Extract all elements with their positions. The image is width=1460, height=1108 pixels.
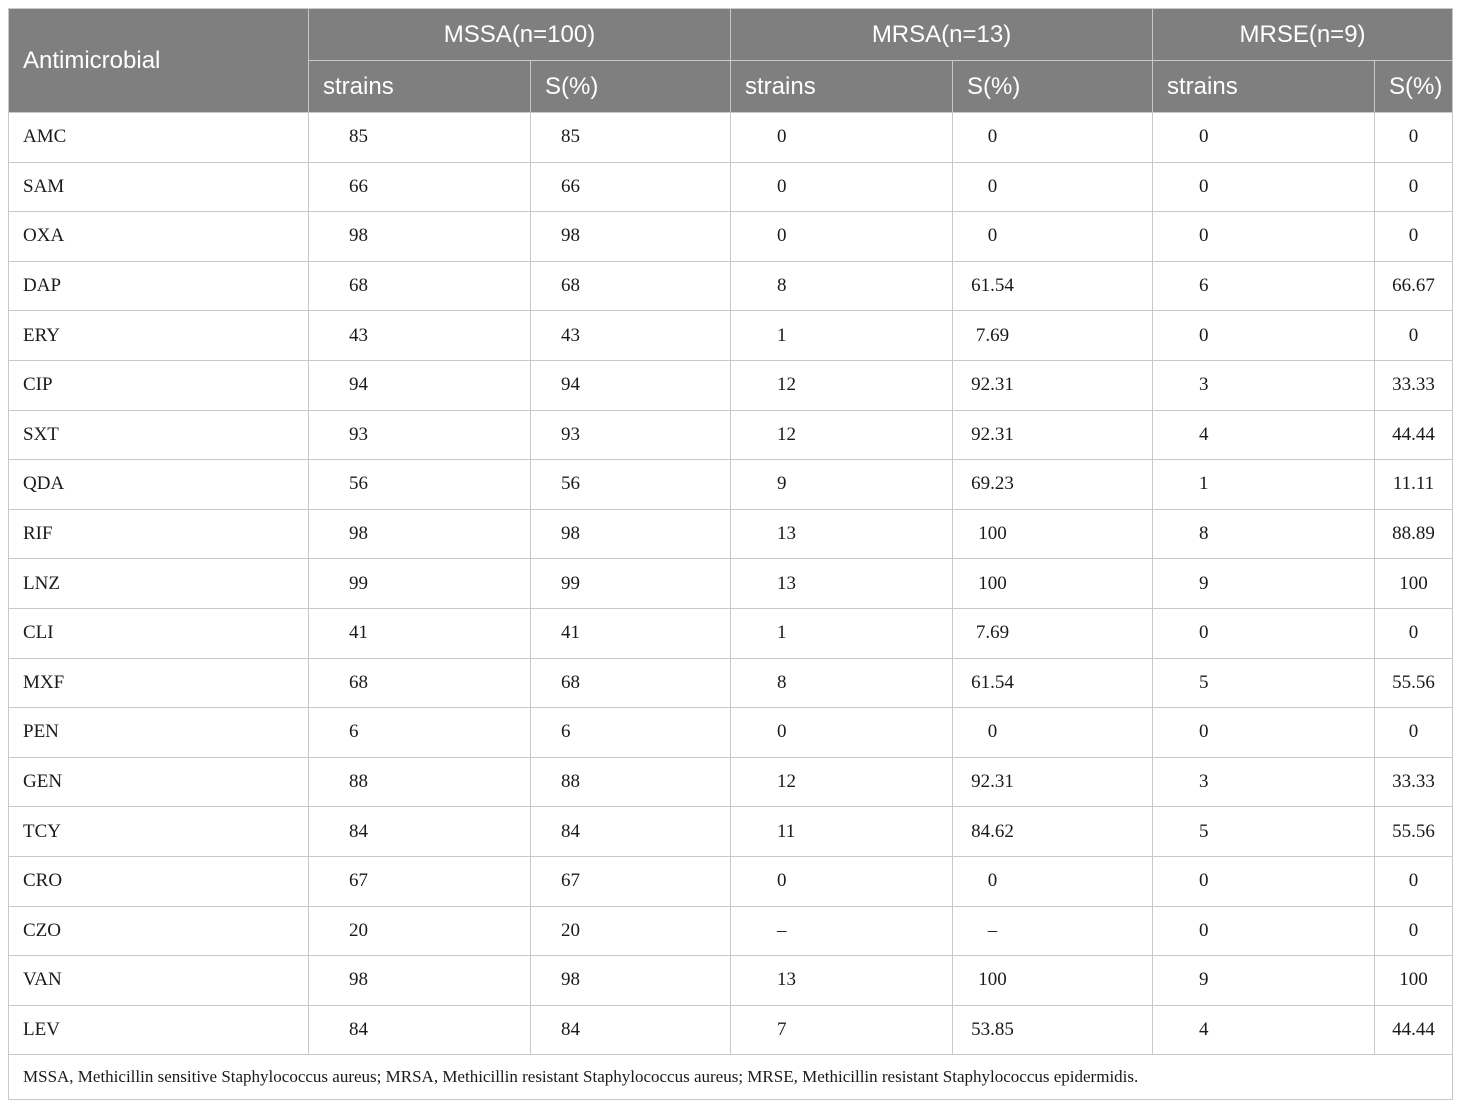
- cell-mrse-strains: 5: [1153, 658, 1375, 708]
- cell-mrse-pct: 100: [1375, 956, 1453, 1006]
- header-mssa-strains: strains: [309, 61, 531, 113]
- cell-mrsa-strains: 1: [731, 311, 953, 361]
- cell-mrsa-pct: 92.31: [953, 757, 1153, 807]
- antimicrobial-name: ERY: [9, 311, 309, 361]
- antimicrobial-name: OXA: [9, 212, 309, 262]
- cell-mssa-strains: 43: [309, 311, 531, 361]
- header-mrsa-strains: strains: [731, 61, 953, 113]
- antimicrobial-name: CRO: [9, 856, 309, 906]
- antimicrobial-name: GEN: [9, 757, 309, 807]
- cell-mssa-pct: 68: [531, 261, 731, 311]
- cell-mssa-strains: 88: [309, 757, 531, 807]
- table-row: [9, 410, 1453, 460]
- cell-mrse-strains: 3: [1153, 757, 1375, 807]
- cell-mrsa-strains: 0: [731, 113, 953, 163]
- header-mrsa-pct: S(%): [953, 61, 1153, 113]
- cell-mssa-strains: 84: [309, 807, 531, 857]
- cell-mrsa-strains: –: [731, 906, 953, 956]
- cell-mssa-pct: 88: [531, 757, 731, 807]
- cell-mrse-pct: 0: [1375, 113, 1453, 163]
- cell-mrse-strains: 1: [1153, 460, 1375, 510]
- cell-mrsa-strains: 12: [731, 757, 953, 807]
- cell-mrse-pct: 0: [1375, 856, 1453, 906]
- cell-mrsa-pct: 0: [953, 856, 1153, 906]
- cell-mssa-pct: 84: [531, 807, 731, 857]
- table-row: [9, 608, 1453, 658]
- table-row: [9, 460, 1453, 510]
- cell-mrse-strains: 9: [1153, 559, 1375, 609]
- cell-mssa-strains: 98: [309, 956, 531, 1006]
- cell-mrse-pct: 88.89: [1375, 509, 1453, 559]
- cell-mssa-strains: 68: [309, 261, 531, 311]
- antimicrobial-name: RIF: [9, 509, 309, 559]
- header-antimicrobial: Antimicrobial: [9, 9, 309, 113]
- table-header: [9, 9, 1453, 113]
- cell-mrse-strains: 0: [1153, 113, 1375, 163]
- header-mrse-strains: strains: [1153, 61, 1375, 113]
- cell-mrse-strains: 0: [1153, 906, 1375, 956]
- cell-mssa-pct: 93: [531, 410, 731, 460]
- cell-mrsa-strains: 13: [731, 559, 953, 609]
- cell-mrsa-strains: 11: [731, 807, 953, 857]
- cell-mrsa-pct: 92.31: [953, 410, 1153, 460]
- cell-mrsa-strains: 8: [731, 261, 953, 311]
- cell-mrsa-strains: 0: [731, 708, 953, 758]
- table-row: [9, 261, 1453, 311]
- cell-mrsa-pct: 84.62: [953, 807, 1153, 857]
- cell-mrse-pct: 0: [1375, 162, 1453, 212]
- cell-mssa-pct: 67: [531, 856, 731, 906]
- table-row: [9, 113, 1453, 163]
- cell-mssa-strains: 98: [309, 509, 531, 559]
- antimicrobial-name: SAM: [9, 162, 309, 212]
- table-row: [9, 1005, 1453, 1055]
- cell-mrse-strains: 0: [1153, 311, 1375, 361]
- cell-mrsa-pct: 61.54: [953, 261, 1153, 311]
- cell-mrsa-strains: 1: [731, 608, 953, 658]
- cell-mrsa-pct: 100: [953, 956, 1153, 1006]
- cell-mrse-strains: 0: [1153, 162, 1375, 212]
- cell-mrse-strains: 9: [1153, 956, 1375, 1006]
- cell-mssa-pct: 98: [531, 956, 731, 1006]
- cell-mrsa-strains: 7: [731, 1005, 953, 1055]
- cell-mrse-strains: 0: [1153, 608, 1375, 658]
- cell-mrse-pct: 0: [1375, 708, 1453, 758]
- cell-mrse-strains: 0: [1153, 856, 1375, 906]
- cell-mssa-strains: 99: [309, 559, 531, 609]
- cell-mssa-pct: 85: [531, 113, 731, 163]
- cell-mssa-strains: 41: [309, 608, 531, 658]
- cell-mssa-pct: 56: [531, 460, 731, 510]
- table-row: [9, 212, 1453, 262]
- antimicrobial-name: CLI: [9, 608, 309, 658]
- table-row: [9, 757, 1453, 807]
- cell-mssa-strains: 56: [309, 460, 531, 510]
- cell-mssa-pct: 68: [531, 658, 731, 708]
- cell-mssa-pct: 41: [531, 608, 731, 658]
- cell-mssa-pct: 94: [531, 360, 731, 410]
- antimicrobial-name: DAP: [9, 261, 309, 311]
- cell-mrse-pct: 0: [1375, 906, 1453, 956]
- cell-mrsa-pct: 0: [953, 113, 1153, 163]
- cell-mrse-strains: 4: [1153, 1005, 1375, 1055]
- footnote-row: [9, 1055, 1453, 1100]
- cell-mrse-pct: 44.44: [1375, 1005, 1453, 1055]
- cell-mrsa-pct: 92.31: [953, 360, 1153, 410]
- cell-mssa-strains: 84: [309, 1005, 531, 1055]
- cell-mrse-pct: 55.56: [1375, 658, 1453, 708]
- cell-mrsa-strains: 13: [731, 509, 953, 559]
- cell-mssa-pct: 6: [531, 708, 731, 758]
- table-row: [9, 956, 1453, 1006]
- cell-mssa-strains: 94: [309, 360, 531, 410]
- table-row: [9, 658, 1453, 708]
- cell-mrsa-strains: 0: [731, 162, 953, 212]
- header-group-mssa: MSSA(n=100): [309, 9, 731, 61]
- cell-mssa-pct: 98: [531, 212, 731, 262]
- cell-mssa-pct: 66: [531, 162, 731, 212]
- cell-mssa-strains: 66: [309, 162, 531, 212]
- cell-mrsa-pct: 100: [953, 559, 1153, 609]
- antimicrobial-name: CZO: [9, 906, 309, 956]
- cell-mrsa-pct: 0: [953, 212, 1153, 262]
- cell-mrse-pct: 33.33: [1375, 757, 1453, 807]
- cell-mrsa-pct: –: [953, 906, 1153, 956]
- table-row: [9, 559, 1453, 609]
- footnote: MSSA, Methicillin sensitive Staphylococcus aureus; MRSA, Methicillin resistant Staphylococcus aureus; MRSE, Methicillin resistant Staphylococcus epidermidis.: [9, 1055, 1453, 1100]
- cell-mrsa-strains: 12: [731, 360, 953, 410]
- antimicrobial-susceptibility-table: [8, 8, 1453, 1100]
- cell-mrsa-strains: 0: [731, 856, 953, 906]
- cell-mrse-pct: 0: [1375, 311, 1453, 361]
- table-row: [9, 509, 1453, 559]
- cell-mrsa-pct: 0: [953, 708, 1153, 758]
- cell-mssa-pct: 20: [531, 906, 731, 956]
- cell-mrsa-strains: 8: [731, 658, 953, 708]
- antimicrobial-name: MXF: [9, 658, 309, 708]
- cell-mssa-pct: 43: [531, 311, 731, 361]
- cell-mrsa-pct: 100: [953, 509, 1153, 559]
- cell-mrse-pct: 33.33: [1375, 360, 1453, 410]
- cell-mrse-strains: 0: [1153, 212, 1375, 262]
- cell-mrsa-pct: 61.54: [953, 658, 1153, 708]
- cell-mrse-pct: 44.44: [1375, 410, 1453, 460]
- antimicrobial-name: SXT: [9, 410, 309, 460]
- cell-mrse-pct: 55.56: [1375, 807, 1453, 857]
- antimicrobial-name: TCY: [9, 807, 309, 857]
- cell-mrse-pct: 11.11: [1375, 460, 1453, 510]
- cell-mrse-pct: 66.67: [1375, 261, 1453, 311]
- cell-mrse-strains: 6: [1153, 261, 1375, 311]
- cell-mrse-pct: 0: [1375, 608, 1453, 658]
- cell-mrsa-strains: 0: [731, 212, 953, 262]
- cell-mssa-strains: 93: [309, 410, 531, 460]
- header-group-mrsa: MRSA(n=13): [731, 9, 1153, 61]
- antimicrobial-name: CIP: [9, 360, 309, 410]
- table-row: [9, 856, 1453, 906]
- cell-mrsa-pct: 7.69: [953, 608, 1153, 658]
- cell-mssa-strains: 67: [309, 856, 531, 906]
- header-mssa-pct: S(%): [531, 61, 731, 113]
- cell-mrse-strains: 3: [1153, 360, 1375, 410]
- table-row: [9, 906, 1453, 956]
- cell-mrsa-strains: 13: [731, 956, 953, 1006]
- cell-mssa-strains: 20: [309, 906, 531, 956]
- header-mrse-pct: S(%): [1375, 61, 1453, 113]
- antimicrobial-name: VAN: [9, 956, 309, 1006]
- header-group-mrse: MRSE(n=9): [1153, 9, 1453, 61]
- table-row: [9, 360, 1453, 410]
- cell-mssa-strains: 6: [309, 708, 531, 758]
- cell-mssa-pct: 98: [531, 509, 731, 559]
- cell-mrsa-pct: 53.85: [953, 1005, 1153, 1055]
- cell-mrse-strains: 8: [1153, 509, 1375, 559]
- antimicrobial-name: AMC: [9, 113, 309, 163]
- cell-mssa-strains: 68: [309, 658, 531, 708]
- table-row: [9, 708, 1453, 758]
- table-body: [9, 113, 1453, 1055]
- cell-mrse-pct: 0: [1375, 212, 1453, 262]
- table-row: [9, 807, 1453, 857]
- cell-mssa-pct: 99: [531, 559, 731, 609]
- antimicrobial-name: PEN: [9, 708, 309, 758]
- cell-mssa-pct: 84: [531, 1005, 731, 1055]
- antimicrobial-name: QDA: [9, 460, 309, 510]
- cell-mrsa-pct: 0: [953, 162, 1153, 212]
- antimicrobial-name: LNZ: [9, 559, 309, 609]
- cell-mssa-strains: 98: [309, 212, 531, 262]
- cell-mssa-strains: 85: [309, 113, 531, 163]
- cell-mrsa-pct: 7.69: [953, 311, 1153, 361]
- table-row: [9, 311, 1453, 361]
- table-row: [9, 162, 1453, 212]
- antimicrobial-name: LEV: [9, 1005, 309, 1055]
- table-footer: [9, 1055, 1453, 1100]
- cell-mrse-pct: 100: [1375, 559, 1453, 609]
- header-row-groups: [9, 9, 1453, 61]
- cell-mrsa-strains: 12: [731, 410, 953, 460]
- cell-mrsa-strains: 9: [731, 460, 953, 510]
- table-container: [8, 8, 1452, 1100]
- cell-mrse-strains: 0: [1153, 708, 1375, 758]
- cell-mrse-strains: 5: [1153, 807, 1375, 857]
- cell-mrse-strains: 4: [1153, 410, 1375, 460]
- cell-mrsa-pct: 69.23: [953, 460, 1153, 510]
